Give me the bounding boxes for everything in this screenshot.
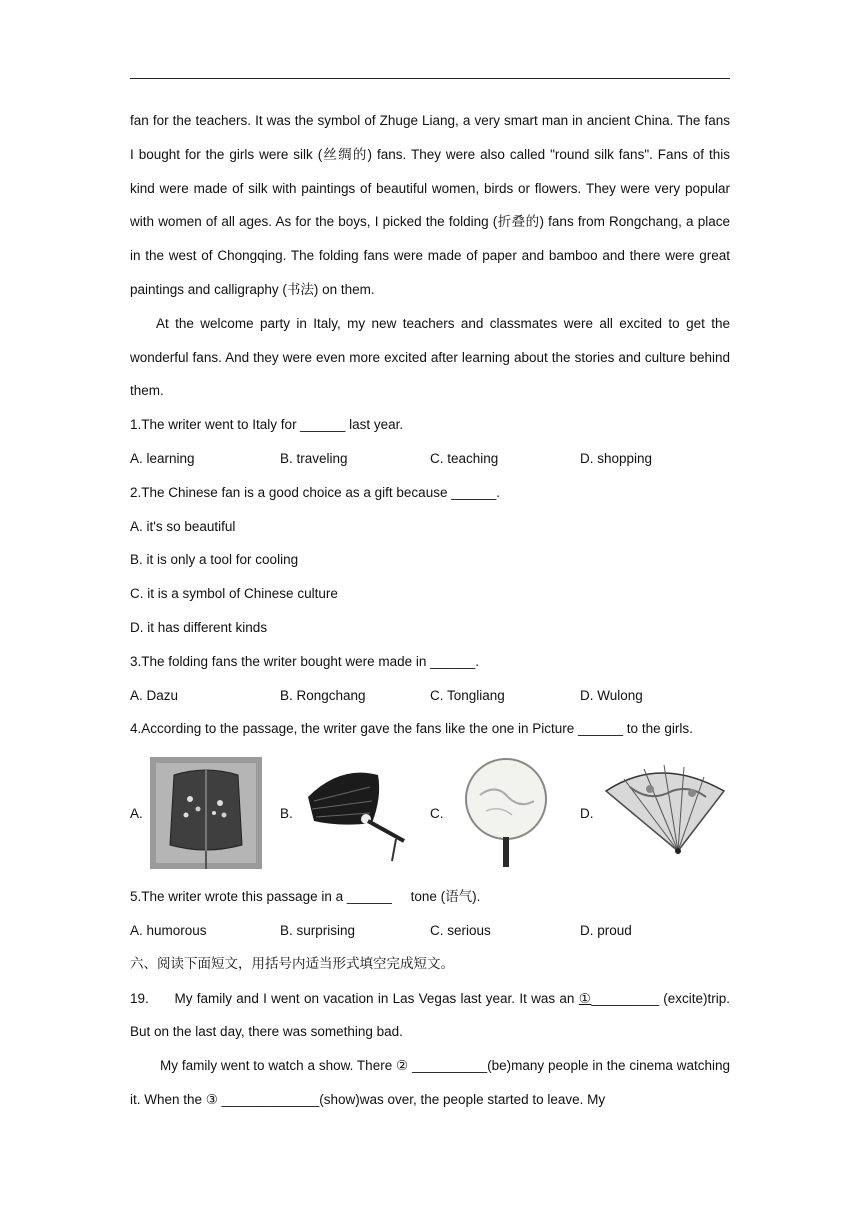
feather-fan-picture xyxy=(300,757,412,869)
question-5-stem: 5.The writer wrote this passage in a ______ tone (语气). xyxy=(130,889,481,905)
option-d: D. xyxy=(580,805,594,821)
option-d: D. shopping xyxy=(580,450,653,466)
option-b: B. Rongchang xyxy=(280,687,366,703)
question-1-stem: 1.The writer went to Italy for ______ last year. xyxy=(130,417,404,433)
option-d: D. Wulong xyxy=(580,687,643,703)
option-a: A. Dazu xyxy=(130,687,179,703)
palace-fan-picture xyxy=(150,757,262,869)
option-c: C. Tongliang xyxy=(430,687,505,703)
picture-option-a xyxy=(130,757,280,869)
picture-option-d xyxy=(580,757,730,869)
question-3-options xyxy=(130,679,730,713)
question-1-options xyxy=(130,442,730,476)
round-silk-fan-picture xyxy=(450,757,562,869)
q19-text-b: (excite)trip. xyxy=(658,990,731,1006)
question-3-stem: 3.The folding fans the writer bought were made in ______. xyxy=(130,653,479,669)
q19-para2-line2: watching it. When the ③ _____________(show)was over, the people started to leave. My xyxy=(130,1058,730,1107)
question-2-stem: 2.The Chinese fan is a good choice as a gift because ______. xyxy=(130,484,501,500)
question-5-options xyxy=(130,914,730,948)
question-4-pictures xyxy=(130,746,730,880)
option-a: A. humorous xyxy=(130,922,207,938)
option-a: A. it's so beautiful xyxy=(130,518,236,534)
question-4-stem: 4.According to the passage, the writer gave the fans like the one in Picture ______ to the girls. xyxy=(130,721,693,737)
option-b: B. xyxy=(280,805,293,821)
option-c: C. it is a symbol of Chinese culture xyxy=(130,586,338,602)
header-rule xyxy=(130,78,730,79)
option-c: C. xyxy=(430,805,444,821)
option-d: D. proud xyxy=(580,922,632,938)
q19-text-c: But on the last day, there was something bad. xyxy=(130,1024,403,1040)
option-d: D. it has different kinds xyxy=(130,619,268,635)
passage-paragraph-1: fan for the teachers. It was the symbol of Zhuge Liang, a very smart man in ancient China. The fans I bought for the girls were silk (丝绸的) fans. They were also called "round silk fans". Fans of this kind were made of silk with paintings of beautiful women, birds or flowers. They were very popular with women of all ages. As for the boys, I picked the folding (折叠的) fans from Rongchang, a place in the west of Chongqing. The folding fans were made of paper and bamboo and there were great paintings and calligraphy (书法) on them. xyxy=(130,113,730,297)
blank-1-line: _________ xyxy=(591,990,659,1006)
option-c: C. serious xyxy=(430,922,491,938)
question-19-paragraph-1 xyxy=(130,982,730,1050)
picture-option-b xyxy=(280,757,430,869)
document-page xyxy=(130,104,730,1117)
option-a: A. xyxy=(130,805,143,821)
q19-text-a: 19. My family and I went on vacation in Las Vegas last year. It was an xyxy=(130,990,579,1006)
option-b: B. surprising xyxy=(280,922,356,938)
blank-1-marker: ① xyxy=(578,990,592,1006)
option-c: C. teaching xyxy=(430,450,499,466)
question-19-paragraph-2 xyxy=(130,1049,730,1117)
passage-paragraph-2: At the welcome party in Italy, my new teachers and classmates were all excited to get the wonderful fans. And they were even more excited after learning about the stories and culture behind them. xyxy=(130,315,730,399)
option-b: B. it is only a tool for cooling xyxy=(130,552,299,568)
option-b: B. traveling xyxy=(280,450,348,466)
section-6-heading: 六、阅读下面短文，用括号内适当形式填空完成短文。 xyxy=(130,955,454,972)
q19-para2-line1: My family went to watch a show. There ② __________(be)many people in the cinema xyxy=(160,1058,673,1074)
option-a: A. learning xyxy=(130,450,195,466)
folding-fan-picture xyxy=(600,757,726,869)
picture-option-c xyxy=(430,757,580,869)
